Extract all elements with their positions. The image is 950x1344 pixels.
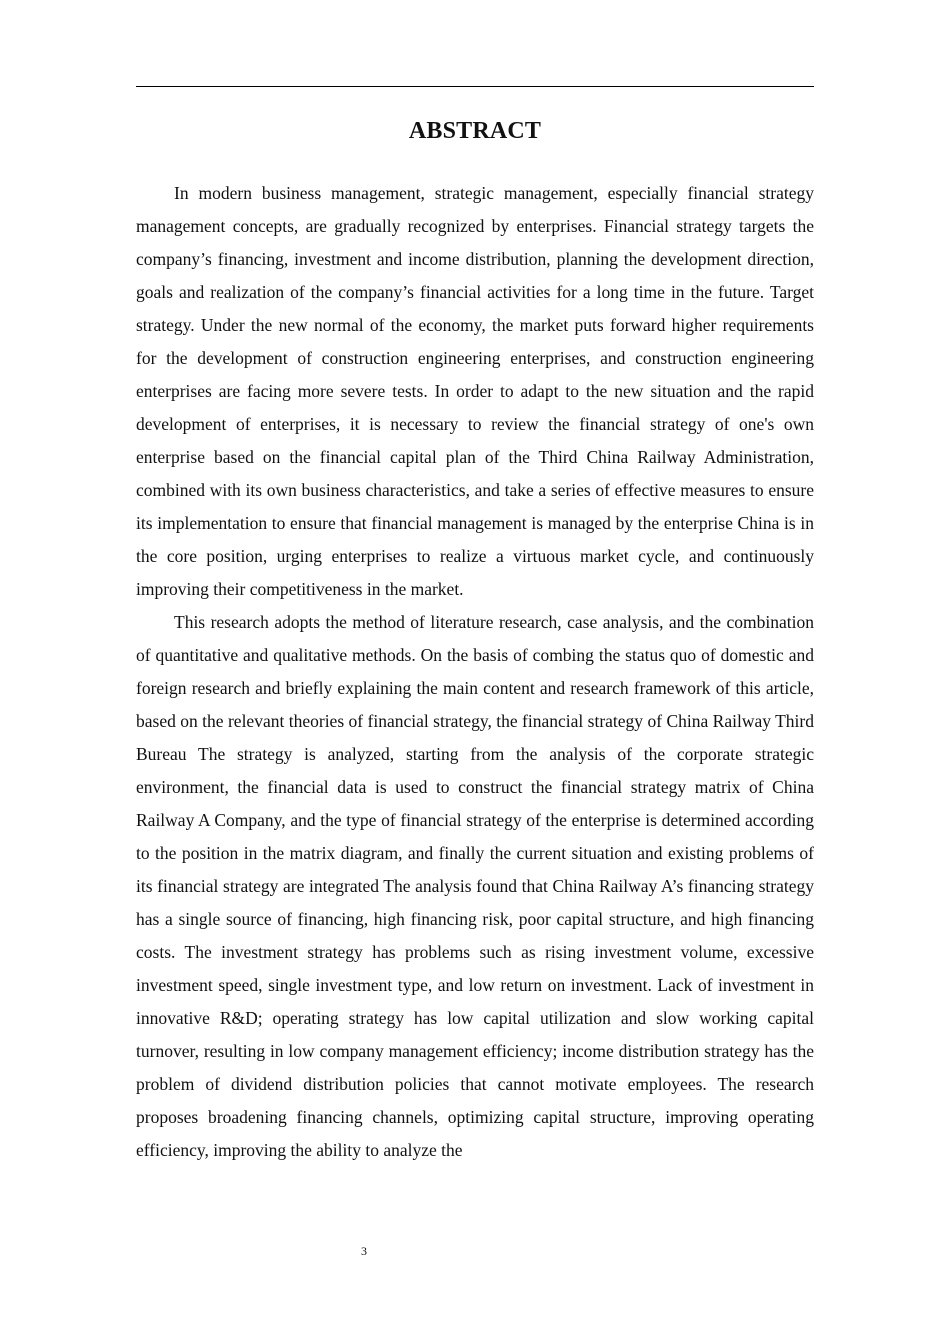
abstract-paragraph-2: This research adopts the method of literature research, case analysis, and the combination of quantitative and qualitative methods. On the basis of combing the status quo of domestic and foreign research and briefly explaining the main content and research framework of this article, based on the relevant theories of financial strategy, the financial strategy of China Railway Third Bureau The strategy is analyzed, starting from the analysis of the corporate strategic environment, the financial data is used to construct the financial strategy matrix of China Railway A Company, and the type of financial strategy of the enterprise is determined according to the position in the matrix diagram, and finally the current situation and existing problems of its financial strategy are integrated The analysis found that China Railway A’s financing strategy has a single source of financing, high financing risk, poor capital structure, and high financing costs. The investment strategy has problems such as rising investment volume, excessive investment speed, single investment type, and low return on investment. Lack of investment in innovative R&D; operating strategy has low capital utilization and slow working capital turnover, resulting in low company management efficiency; income distribution strategy has the problem of dividend distribution policies that cannot motivate employees. The research proposes broadening financing channels, optimizing capital structure, improving operating efficiency, improving the ability to analyze the xyxy=(136,612,814,1160)
header-rule xyxy=(136,86,814,87)
abstract-paragraph-1: In modern business management, strategic management, especially financial strategy management concepts, are gradually recognized by enterprises. Financial strategy targets the company’s financing, investment and income distribution, planning the development direction, goals and realization of the company’s financial activities for a long time in the future. Target strategy. Under the new normal of the economy, the market puts forward higher requirements for the development of construction engineering enterprises, and construction engineering enterprises are facing more severe tests. In order to adapt to the new situation and the rapid development of enterprises, it is necessary to review the financial strategy of one's own enterprise based on the financial capital plan of the Third China Railway Administration, combined with its own business characteristics, and take a series of effective measures to ensure its implementation to ensure that financial management is managed by the enterprise China is in the core position, urging enterprises to realize a virtuous market cycle, and continuously improving their competitiveness in the market. xyxy=(136,183,814,599)
abstract-title: ABSTRACT xyxy=(408,118,542,144)
page-number: 3 xyxy=(361,1244,367,1258)
abstract-body xyxy=(136,177,814,1167)
